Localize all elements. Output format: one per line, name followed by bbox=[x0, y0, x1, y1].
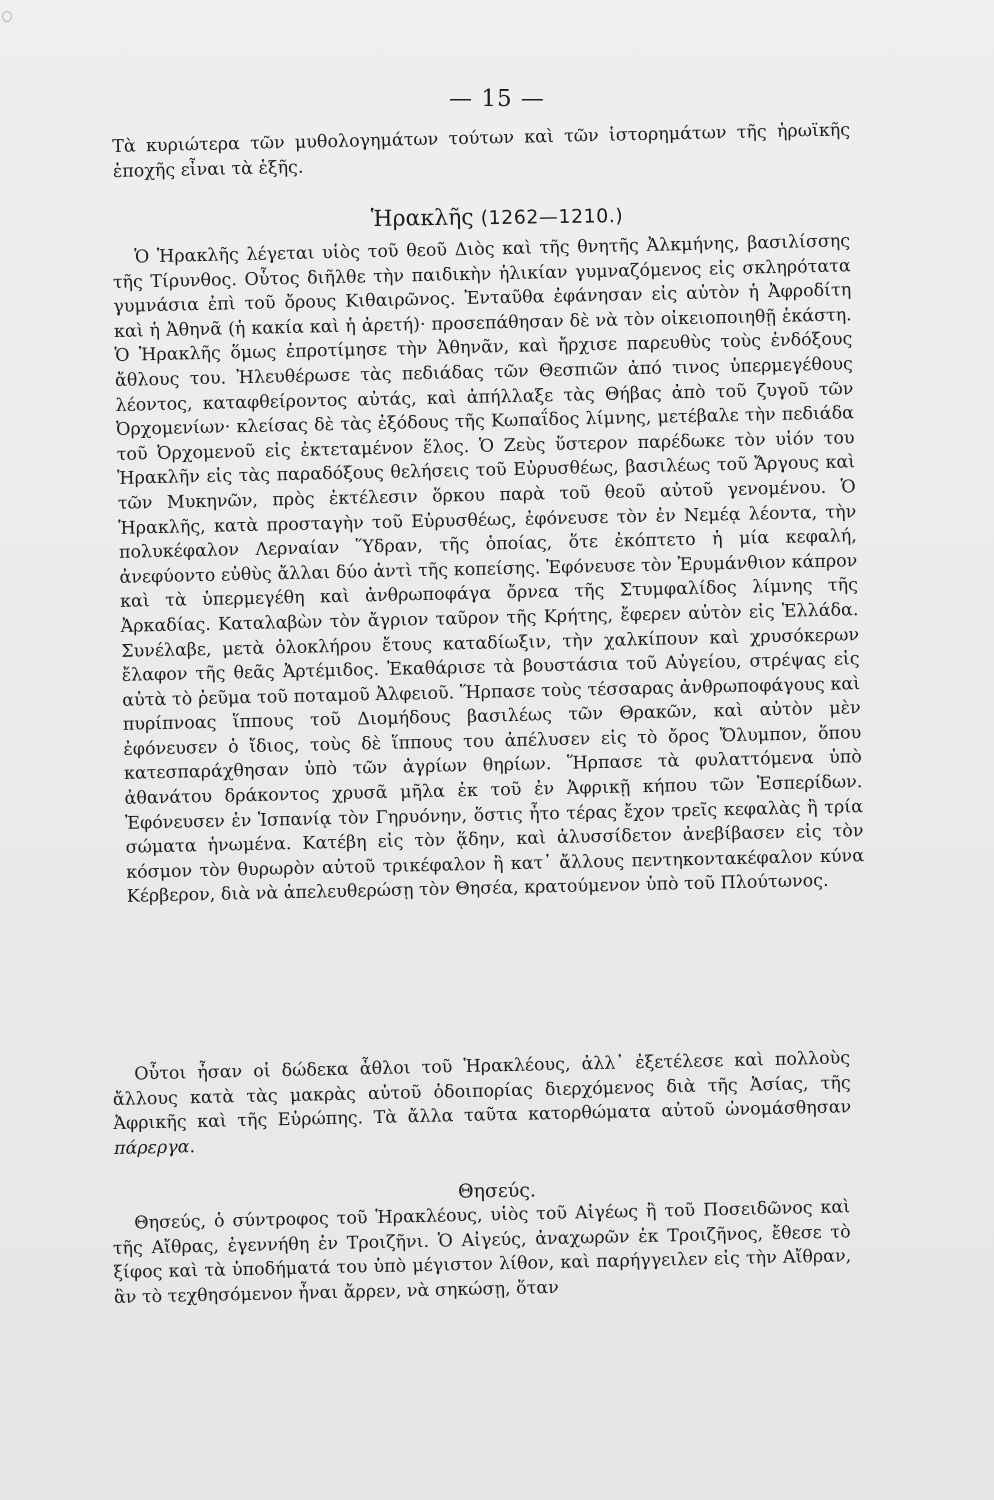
heracles-heading-dates: (1262—1210.) bbox=[480, 205, 624, 230]
heracles-closing-text: Οὗτοι ἦσαν οἱ δώδεκα ἆθλοι τοῦ Ἡρακλέους, ἀλλ᾽ ἐξετέλεσε καὶ πολλοὺς ἄλλους κατὰ τὰς μακρὰς αὐτοῦ ὁδοιπορίας διερχόμενος διὰ τῆς Ἀσίας, τῆς Ἀφρικῆς καὶ τῆς Εὐρώπης. Τὰ ἄλλα ταῦτα κατορθώματα αὐτοῦ ὠνομάσθησαν bbox=[112, 1048, 852, 1135]
heracles-closing-emphasis: πάρεργα bbox=[113, 1137, 190, 1159]
theseus-heading: Θησεύς. bbox=[457, 1179, 537, 1203]
heracles-closing-paragraph bbox=[112, 1046, 852, 1161]
intro-paragraph: Τὰ κυριώτερα τῶν μυθολογημάτων τούτων καὶ τῶν ἱστορημάτων τῆς ἡρωϊκῆς ἐποχῆς εἶναι τὰ ἑξῆς. bbox=[112, 120, 851, 182]
theseus-paragraph: Θησεύς, ὁ σύντροφος τοῦ Ἡρακλέους, υἱὸς τοῦ Αἰγέως ἢ τοῦ Ποσειδῶνος καὶ τῆς Αἴθρας, ἐγεννήθη ἐν Τροιζῆνι. Ὁ Αἰγεύς, ἀναχωρῶν ἐκ Τροιζῆνος, ἔθεσε τὸ ξίφος καὶ τὰ ὑποδήματά του ὑπὸ μέγιστον λίθον, καὶ παρήγγειλεν εἰς τὴν Αἴθραν, ἂν τὸ τεχθησόμενον ἦναι ἄρρεν, νὰ σηκώσῃ, ὅταν bbox=[112, 1197, 852, 1308]
heracles-heading-name: Ἡρακλῆς bbox=[370, 205, 474, 232]
page-hole-mark bbox=[2, 11, 12, 22]
heracles-paragraph: Ὁ Ἡρακλῆς λέγεται υἱὸς τοῦ θεοῦ Διὸς καὶ τῆς θνητῆς Ἀλκμήνης, βασιλίσσης τῆς Τίρυνθος. Οὗτος διῆλθε τὴν παιδικὴν ἡλικίαν γυμναζόμενος εἰς σκληρότατα γυμνάσια ἐπὶ τοῦ ὄρους Κιθαιρῶνος. Ἐνταῦθα ἐφάνησαν εἰς αὐτὸν ἡ Ἀφροδίτη καὶ ἡ Ἀθηνᾶ (ἡ κακία καὶ ἡ ἀρετή)· προσεπάθησαν δὲ νὰ τὸν οἰκειοποιηθῇ ἑκάστη. Ὁ Ἡρακλῆς ὅμως ἐπροτίμησε τὴν Ἀθηνᾶν, καὶ ἤρχισε παρευθὺς τοὺς ἐνδόξους ἄθλους του. Ἠλευθέρωσε τὰς πεδιάδας τῶν Θεσπιῶν ἀπό τινος ὑπερμεγέθους λέοντος, καταφθείροντος αὐτάς, καὶ ἀπήλλαξε τὰς Θήβας ἀπὸ τοῦ ζυγοῦ τῶν Ὀρχομενίων· κλείσας δὲ τὰς ἐξόδους τῆς Κωπαΐδος λίμνης, μετέβαλε τὴν πεδιάδα τοῦ Ὀρχομενοῦ εἰς ἐκτεταμένον ἕλος. Ὁ Ζεὺς ὕστερον παρέδωκε τὸν υἱόν του Ἡρακλῆν εἰς τὰς παραδόξους θελήσεις τοῦ Εὐρυσθέως, βασιλέως τοῦ Ἄργους καὶ τῶν Μυκηνῶν, πρὸς ἐκτέλεσιν ὅρκου παρὰ τοῦ θεοῦ αὐτοῦ γενομένου. Ὁ Ἡρακλῆς, κατὰ προσταγὴν τοῦ Εὐρυσθέως, ἐφόνευσε τὸν ἐν Νεμέᾳ λέοντα, τὴν πολυκέφαλον Λερναίαν Ὕδραν, τῆς ὁποίας, ὅτε ἐκόπτετο ἡ μία κεφαλή, ἀνεφύοντο εὐθὺς ἄλλαι δύο ἀντὶ τῆς κοπείσης. Ἐφόνευσε τὸν Ἐρυμάνθιον κάπρον καὶ τὰ ὑπερμεγέθη καὶ ἀνθρωποφάγα ὄρνεα τῆς Στυμφαλίδος λίμνης τῆς Ἀρκαδίας. Καταλαβὼν τὸν ἄγριον ταῦρον τῆς Κρήτης, ἔφερεν αὐτὸν εἰς Ἑλλάδα. Συνέλαβε, μετὰ ὁλοκλήρου ἔτους καταδίωξιν, τὴν χαλκίπουν καὶ χρυσόκερων ἔλαφον τῆς θεᾶς Ἀρτέμιδος. Ἐκαθάρισε τὰ βουστάσια τοῦ Αὐγείου, στρέψας εἰς αὐτὰ τὸ ῥεῦμα τοῦ ποταμοῦ Ἀλφειοῦ. Ἥρπασε τοὺς τέσσαρας ἀνθρωποφάγους καὶ πυρίπνοας ἵππους τοῦ Διομήδους βασιλέως τῶν Θρακῶν, καὶ αὐτὸν μὲν ἐφόνευσεν ὁ ἴδιος, τοὺς δὲ ἵππους του ἀπέλυσεν εἰς τὸ ὄρος Ὄλυμπον, ὅπου κατεσπαράχθησαν ὑπὸ τῶν ἀγρίων θηρίων. Ἥρπασε τὰ φυλαττόμενα ὑπὸ ἀθανάτου δράκοντος χρυσᾶ μῆλα ἐκ τοῦ ἐν Ἀφρικῇ κήπου τῶν Ἑσπερίδων. Ἐφόνευσεν ἐν Ἱσπανίᾳ τὸν Γηρυόνην, ὅστις ἦτο τέρας ἔχον τρεῖς κεφαλὰς ἢ τρία σώματα ἡνωμένα. Κατέβη εἰς τὸν ᾅδην, καὶ ἀλυσσίδετον ἀνεβίβασεν εἰς τὸν κόσμον τὸν θυρωρὸν αὐτοῦ τρικέφαλον ἢ κατ᾽ ἄλλους πεντηκοντακέφαλον κύνα Κέρβερον, διὰ νὰ ἀπελευθερώσῃ τὸν Θησέα, κρατούμενον ὑπὸ τοῦ Πλούτωνος. bbox=[112, 231, 865, 908]
page-number: — 15 — bbox=[449, 86, 545, 112]
heracles-closing-end: . bbox=[189, 1136, 196, 1158]
